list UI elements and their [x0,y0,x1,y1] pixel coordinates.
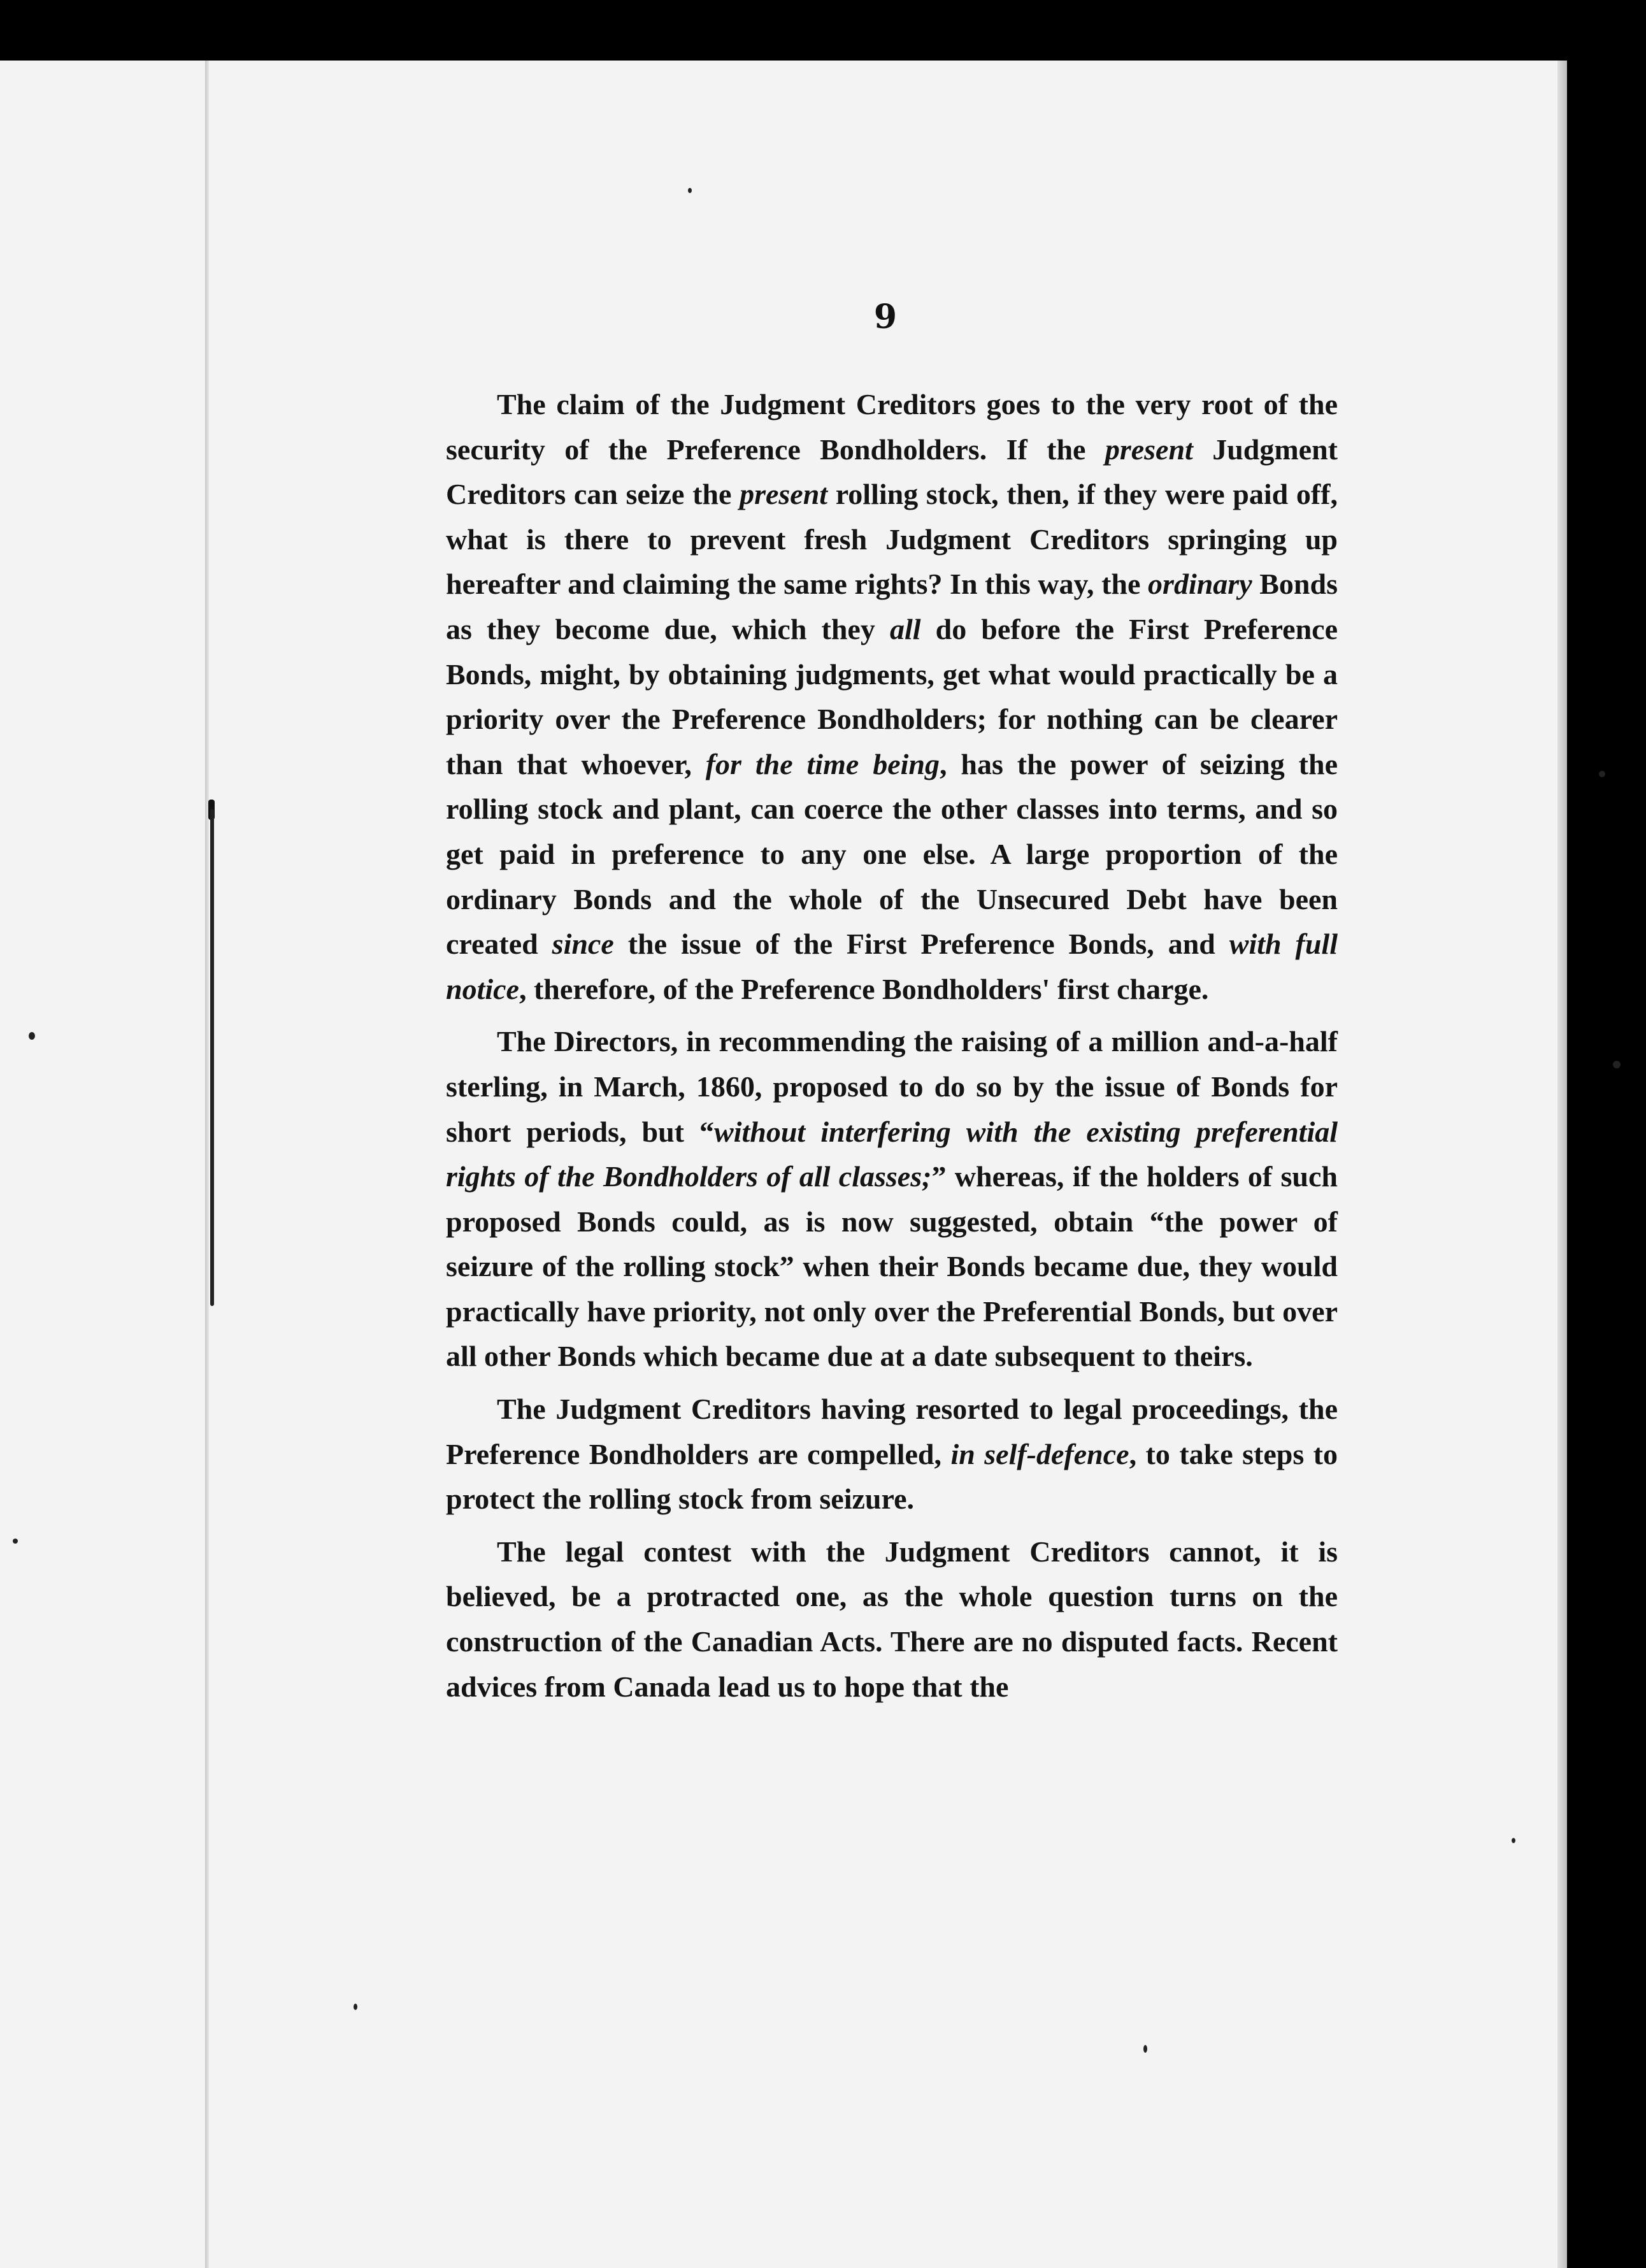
text-run: The claim of the Judgment Creditors goes to the very root of the security of the Preference Bondholders. If the [446,388,1338,466]
italic-text-run: since [552,928,614,961]
text-run: Bonds as they become due, which they [446,568,1338,645]
italic-text-run: for the time being [705,747,940,780]
text-run: rolling stock, then, if they were paid off, what is there to prevent fresh Judgment Creditors springing up hereafter and claiming the same rights? In this way, the [446,478,1338,601]
paper-speck [13,1539,18,1544]
paper-speck [1143,2045,1147,2053]
text-run: , to take steps to protect the rolling stock from seizure. [446,1437,1338,1516]
paragraph [446,1019,1338,1379]
paper-speck [29,1032,35,1040]
text-run: The Directors, in recommending the raising of a million and-a-half sterling, in March, 1860, proposed to do so by the issue of Bonds for short periods, but “ [446,1025,1338,1148]
page-fold-shadow [205,61,209,2268]
paragraph [446,382,1338,1012]
paragraph [446,1387,1338,1522]
text-run: The Judgment Creditors having resorted to legal proceedings, the Preference Bondholders are compelled, [446,1393,1338,1470]
italic-text-run: with full notice [446,928,1338,1005]
text-run: ” whereas, if the holders of such proposed Bonds could, as is now suggested, obtain “the power of seizure of the rolling stock” when their Bonds became due, they would practically have priority, not only over the Preferential Bonds, but over all other Bonds which became due at a date subsequent to theirs. [446,1160,1338,1373]
text-run: The legal contest with the Judgment Creditors cannot, it is believed, be a protracted one, as the whole question turns on the construction of the Canadian Acts. There are no disputed facts. Recent advices from Canada lead us to hope that the [446,1535,1338,1703]
paper-speck [354,2004,357,2010]
page-number: 9 [873,298,898,336]
paragraph [446,1530,1338,1709]
page-edge-shadow [1557,61,1567,2268]
italic-text-run: ordinary [1148,568,1252,601]
text-run: , has the power of seizing the rolling stock and plant, can coerce the other classes into terms, and so get paid in preference to any one else. A large proportion of the ordinary Bonds and the whole of the Unsecured Debt have been created [446,747,1338,961]
italic-text-run: present [740,478,828,511]
italic-text-run: without interfering with the existing preferential rights of the Bondholders of all classes; [446,1115,1338,1193]
italic-text-run: in self-defence [950,1437,1129,1470]
paper-speck [1599,771,1605,777]
paper-speck [1512,1838,1515,1843]
paper-speck [688,188,692,193]
text-run: the issue of the First Preference Bonds, and [613,928,1229,961]
text-run: Judgment Creditors can seize the [446,433,1338,511]
paper-speck [1613,1061,1621,1068]
text-run: , therefore, of the Preference Bondholders' first charge. [519,972,1209,1005]
italic-text-run: all [889,612,921,645]
body-text [446,382,1338,1709]
text-run: do before the First Preference Bonds, might, by obtaining judgments, get what would practically be a priority over the Preference Bondholders; for nothing can be clearer than that whoever, [446,612,1338,780]
italic-text-run: present [1105,433,1193,466]
binding-stitch [210,809,214,1306]
